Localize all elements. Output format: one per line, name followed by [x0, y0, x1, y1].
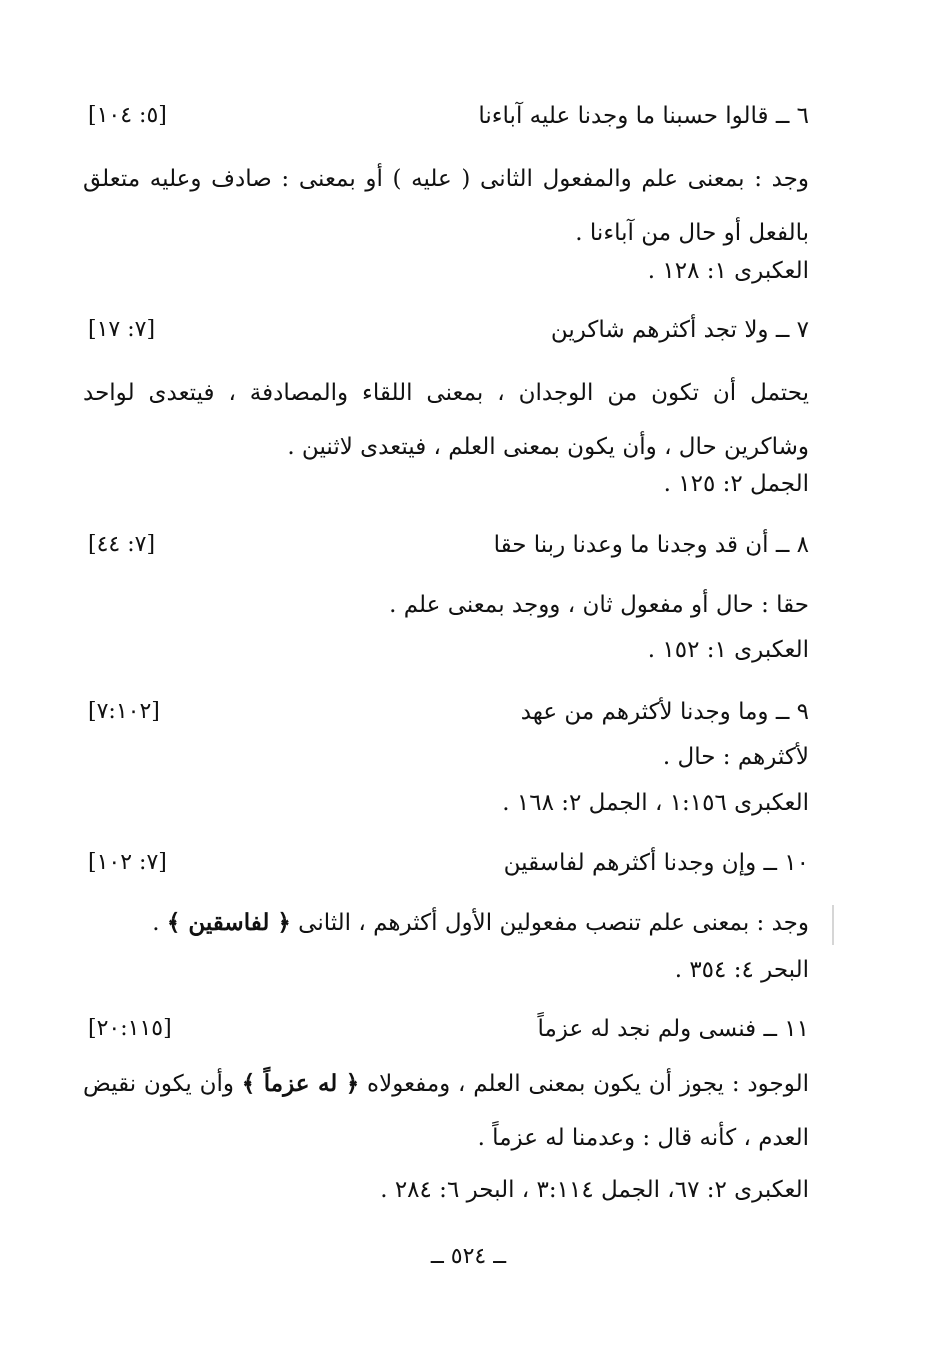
entry-7-reference: [٧: ١٧] [88, 317, 156, 342]
entry-9-heading: ٩ ــ وما وجدنا لأكثرهم من عهد [520, 699, 809, 725]
entry-6-reference: [٥: ١٠٤] [88, 103, 167, 128]
entry-11-source: العكبرى ٢: ٦٧، الجمل ٣:١١٤ ، البحر ٦: ٢٨٤ . [380, 1177, 809, 1203]
entry-9-reference: [٧:١٠٢] [88, 699, 160, 724]
entry-11-body-text: الوجود : يجوز أن يكون بمعنى العلم ، ومفعولاه [367, 1071, 810, 1097]
entry-6-heading: ٦ ــ قالوا حسبنا ما وجدنا عليه آباءنا [478, 103, 809, 129]
entry-6-source: العكبرى ١: ١٢٨ . [647, 258, 809, 284]
entry-9-body: لأكثرهم : حال . [662, 744, 809, 770]
entry-7-body: يحتمل أن تكون من الوجدان ، بمعنى اللقاء والمصادفة ، فيتعدى لواحد وشاكرين حال ، وأن يكون بمعنى العلم ، فيتعدى لاثنين . [83, 380, 809, 460]
entry-8-body: حقا : حال أو مفعول ثان ، ووجد بمعنى علم . [389, 592, 809, 618]
entry-11-body [83, 1057, 809, 1165]
entry-10-quran-quote: ﴿ لفاسقين ﴾ [166, 909, 291, 936]
entry-8-heading: ٨ ــ أن قد وجدنا ما وعدنا ربنا حقا [493, 532, 809, 558]
entry-10-reference: [٧: ١٠٢] [88, 850, 167, 875]
entry-10-body-end: . [152, 910, 160, 936]
entry-6-body: وجد : بمعنى علم والمفعول الثانى ( عليه ) أو بمعنى : صادف وعليه متعلق بالفعل أو حال من آباءنا . [83, 166, 809, 246]
entry-11-body-end: وأن يكون نقيض العدم ، كأنه قال : وعدمنا له عزماً . [83, 1071, 809, 1151]
entry-10-heading: ١٠ ــ وإن وجدنا أكثرهم لفاسقين [503, 850, 809, 876]
entry-7-source: الجمل ٢: ١٢٥ . [663, 471, 809, 497]
entry-10-body-text: وجد : بمعنى علم تنصب مفعولين الأول أكثرهم ، الثانى [298, 910, 809, 936]
entry-7-heading: ٧ ــ ولا تجد أكثرهم شاكرين [550, 317, 809, 343]
entry-8-reference: [٧: ٤٤] [88, 532, 156, 557]
entry-11-reference: [٢٠:١١٥] [88, 1016, 172, 1041]
entry-11-quran-quote: ﴿ له عزماً ﴾ [241, 1070, 360, 1097]
page-number: ــ ٥٢٤ ــ [430, 1244, 507, 1269]
entry-9-source: العكبرى ١:١٥٦ ، الجمل ٢: ١٦٨ . [502, 790, 809, 816]
entry-10-body [152, 908, 809, 938]
entry-8-source: العكبرى ١: ١٥٢ . [647, 637, 809, 663]
entry-11-heading: ١١ ــ فنسى ولم نجد له عزماً [537, 1016, 809, 1042]
entry-10-source: البحر ٤: ٣٥٤ . [674, 957, 809, 983]
scan-mark [832, 905, 834, 945]
